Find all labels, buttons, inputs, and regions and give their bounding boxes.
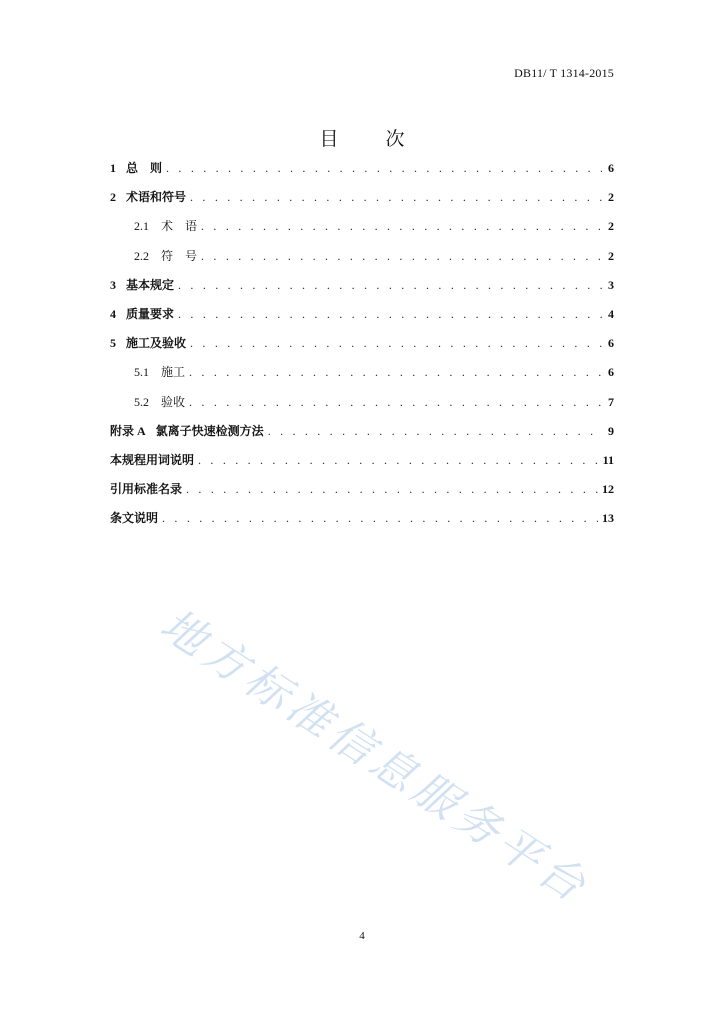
- toc-page-number: 6: [608, 336, 614, 351]
- toc-leader-dots: [166, 158, 602, 178]
- toc-entry-label: 附录 A 氯离子快速检测方法: [110, 423, 264, 438]
- toc-entry-label: 本规程用词说明: [110, 452, 195, 467]
- toc-entry-appendix[interactable]: [110, 421, 614, 450]
- toc-entry[interactable]: [110, 508, 614, 537]
- toc-page-number: 6: [608, 161, 614, 175]
- toc-entry[interactable]: [110, 187, 614, 216]
- toc-page-number: 11: [602, 452, 614, 467]
- toc-page-number: 4: [608, 306, 614, 321]
- toc-page-number: 13: [602, 511, 614, 526]
- toc-leader-dots: [201, 246, 602, 266]
- toc-leader-dots: [198, 450, 599, 470]
- toc-entry-label: 5 施工及验收: [110, 336, 187, 351]
- table-of-contents: [110, 158, 614, 537]
- toc-entry-label: 2.2 符 号: [134, 248, 198, 263]
- toc-entry[interactable]: [110, 158, 614, 187]
- toc-page-number: 12: [602, 482, 614, 497]
- toc-subentry[interactable]: [110, 216, 614, 245]
- toc-leader-dots: [190, 187, 602, 207]
- toc-page-number: 9: [608, 423, 614, 438]
- toc-page-number: 6: [608, 365, 614, 380]
- toc-page-number: 2: [608, 248, 614, 263]
- toc-leader-dots: [178, 304, 602, 324]
- toc-entry[interactable]: [110, 450, 614, 479]
- watermark: 地方标准信息服务平台: [151, 599, 599, 915]
- toc-entry-label: 条文说明: [110, 511, 159, 526]
- toc-entry[interactable]: [110, 333, 614, 362]
- toc-subentry[interactable]: [110, 362, 614, 391]
- toc-subentry[interactable]: [110, 392, 614, 421]
- toc-entry-label: 引用标准名录: [110, 482, 183, 497]
- toc-leader-dots: [178, 275, 602, 295]
- toc-entry-label: 4 质量要求: [110, 306, 175, 321]
- toc-entry-label: 1 总 则: [110, 161, 163, 175]
- toc-leader-dots: [162, 508, 598, 528]
- toc-entry-label: 2.1 术 语: [134, 219, 198, 234]
- toc-entry[interactable]: [110, 304, 614, 333]
- toc-page-number: 2: [608, 190, 614, 205]
- toc-page-number: 2: [608, 219, 614, 234]
- document-code: DB11/ T 1314-2015: [514, 66, 614, 80]
- toc-title: 目 次: [319, 128, 419, 150]
- page-number: 4: [359, 930, 365, 942]
- toc-entry[interactable]: [110, 275, 614, 304]
- toc-leader-dots: [190, 333, 602, 353]
- toc-entry-label: 5.1 施工: [134, 365, 186, 380]
- toc-subentry[interactable]: [110, 246, 614, 275]
- toc-entry[interactable]: [110, 479, 614, 508]
- toc-page-number: 3: [608, 277, 614, 292]
- toc-leader-dots: [189, 362, 602, 382]
- toc-leader-dots: [268, 421, 602, 441]
- toc-leader-dots: [189, 392, 602, 412]
- toc-leader-dots: [201, 216, 602, 236]
- toc-entry-label: 3 基本规定: [110, 277, 175, 292]
- toc-page-number: 7: [608, 394, 614, 409]
- toc-entry-label: 5.2 验收: [134, 394, 186, 409]
- toc-leader-dots: [186, 479, 598, 499]
- toc-entry-label: 2 术语和符号: [110, 190, 187, 205]
